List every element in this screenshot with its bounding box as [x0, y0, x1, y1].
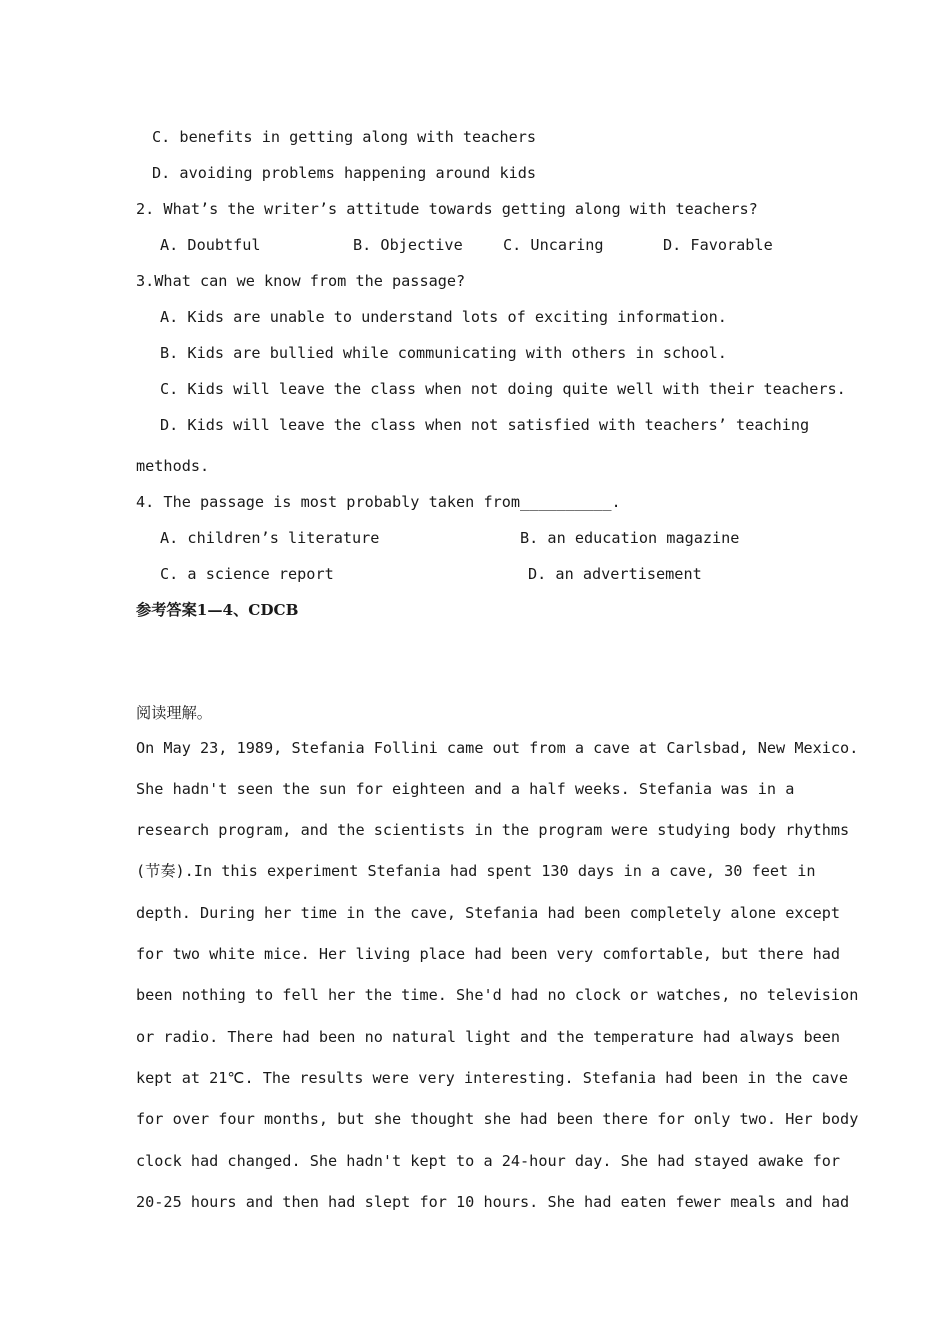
q1-option-c: C. benefits in getting along with teachers [152, 128, 537, 146]
q3-option-d-line1: D. Kids will leave the class when not satisfied with teachers’ teaching [160, 416, 810, 434]
q1-option-d: D. avoiding problems happening around kids [152, 164, 537, 182]
passage-line: 20-25 hours and then had slept for 10 hours. She had eaten fewer meals and had [136, 1193, 850, 1211]
q3-option-a: A. Kids are unable to understand lots of exciting information. [160, 308, 727, 326]
q2-question: 2. What’s the writer’s attitude towards getting along with teachers? [136, 200, 758, 218]
passage-line: depth. During her time in the cave, Stefania had been completely alone except [136, 904, 841, 922]
q4-option-b: B. an education magazine [520, 529, 740, 547]
q4-option-c: C. a science report [160, 565, 334, 583]
passage-line: research program, and the scientists in the program were studying body rhythms [136, 821, 850, 839]
passage-line: On May 23, 1989, Stefania Follini came out from a cave at Carlsbad, New Mexico. [136, 739, 859, 757]
passage-line: kept at 21℃. The results were very interesting. Stefania had been in the cave [136, 1069, 848, 1087]
passage-line: or radio. There had been no natural light and the temperature had always been [136, 1028, 841, 1046]
q4-option-d: D. an advertisement [528, 565, 702, 583]
q4-option-a: A. children’s literature [160, 529, 380, 547]
q2-option-d: D. Favorable [663, 236, 773, 254]
section-title: 阅读理解。 [136, 704, 212, 722]
q3-question: 3.What can we know from the passage? [136, 272, 466, 290]
q3-option-c: C. Kids will leave the class when not doing quite well with their teachers. [160, 380, 846, 398]
q3-option-d-line2: methods. [136, 457, 210, 475]
answer-key: 参考答案1—4、CDCB [136, 601, 299, 619]
passage-line: for two white mice. Her living place had been very comfortable, but there had [136, 945, 841, 963]
passage-line: (节奏).In this experiment Stefania had spent 130 days in a cave, 30 feet in [136, 862, 816, 880]
q3-option-b: B. Kids are bullied while communicating with others in school. [160, 344, 727, 362]
passage-line: for over four months, but she thought she had been there for only two. Her body [136, 1110, 859, 1128]
passage-line: been nothing to fell her the time. She'd had no clock or watches, no television [136, 986, 859, 1004]
q2-option-a: A. Doubtful [160, 236, 261, 254]
passage-line: She hadn't seen the sun for eighteen and a half weeks. Stefania was in a [136, 780, 795, 798]
q2-option-c: C. Uncaring [503, 236, 604, 254]
q2-option-b: B. Objective [353, 236, 463, 254]
q4-question: 4. The passage is most probably taken from__________. [136, 493, 621, 511]
passage-line: clock had changed. She hadn't kept to a 24-hour day. She had stayed awake for [136, 1152, 841, 1170]
